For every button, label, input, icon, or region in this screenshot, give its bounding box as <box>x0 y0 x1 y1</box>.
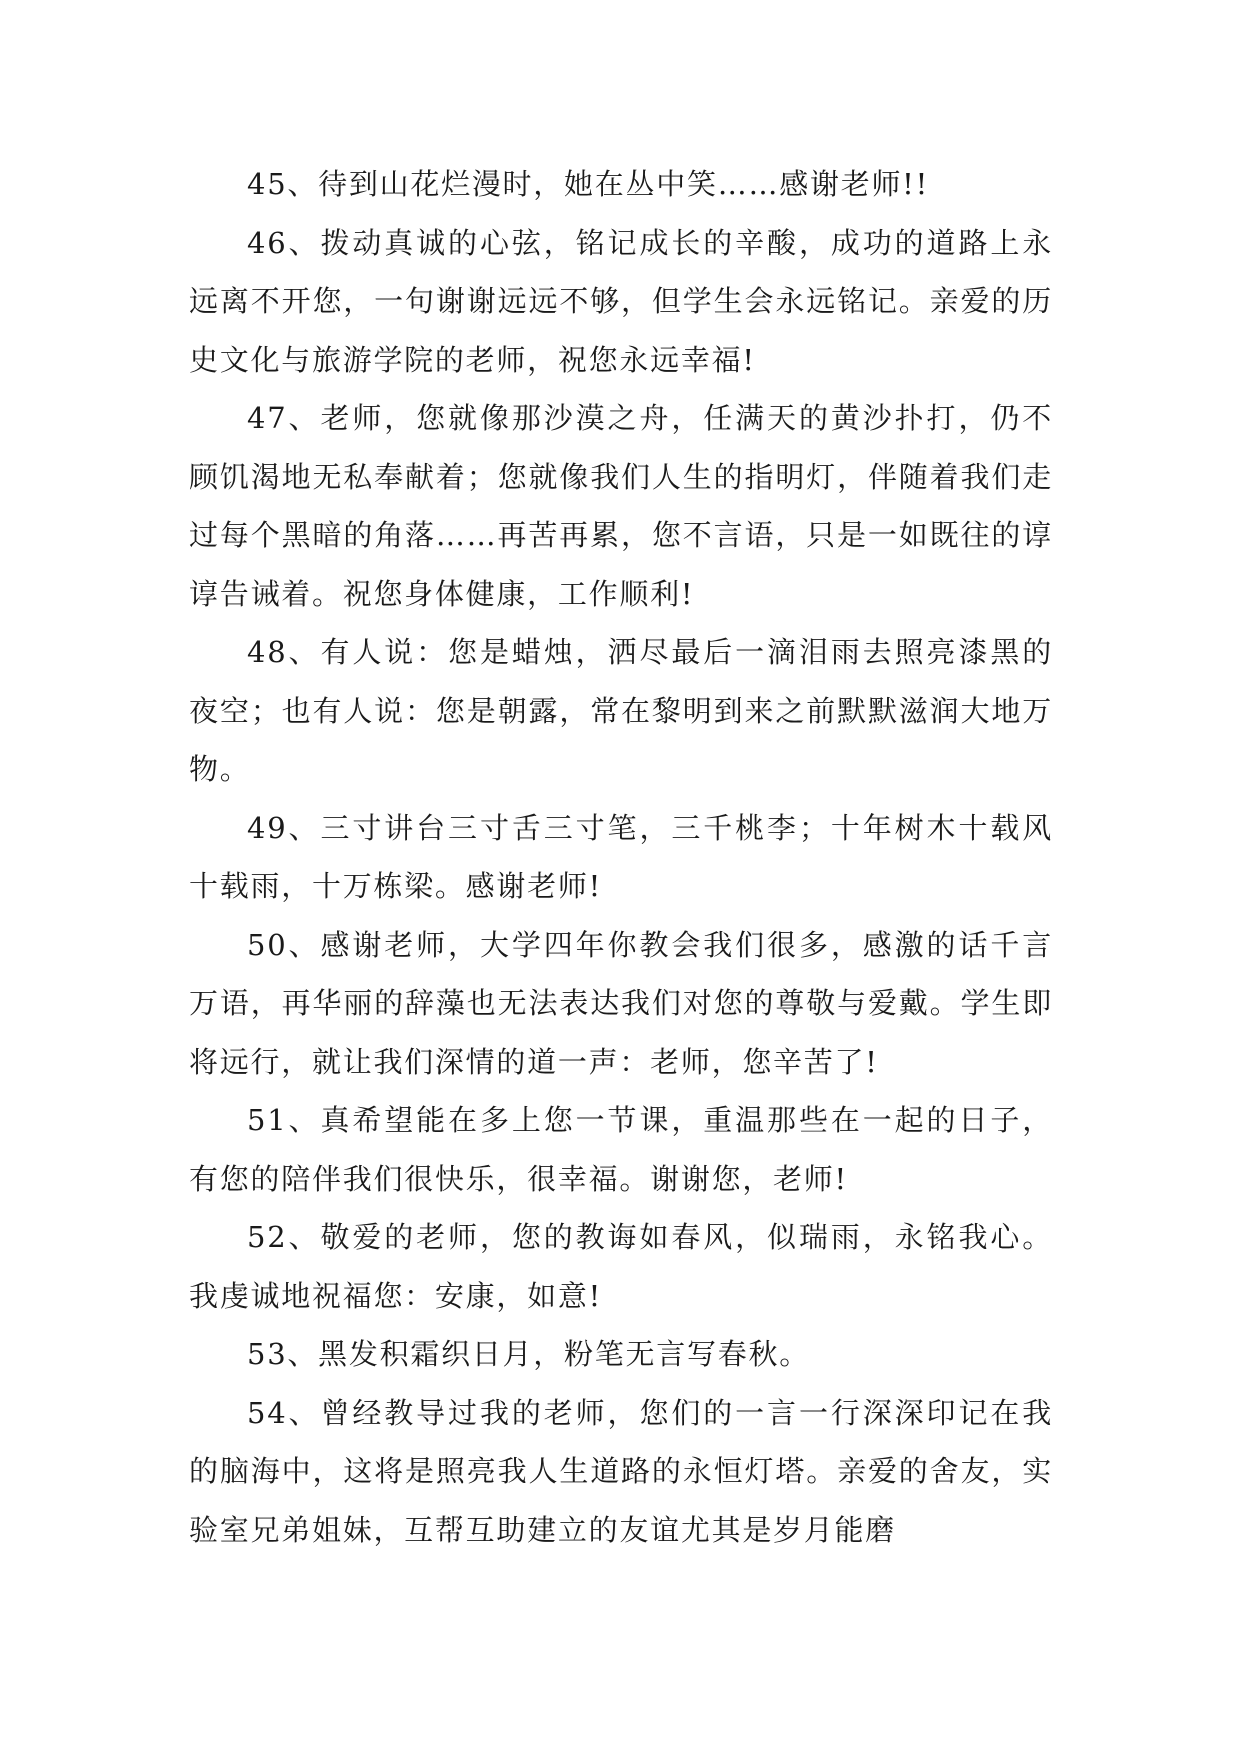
paragraph-45: 45、待到山花烂漫时，她在丛中笑……感谢老师!! <box>247 167 929 201</box>
paragraph-52: 52、敬爱的老师，您的教诲如春风，似瑞雨，永铭我心。我虔诚地祝福您：安康，如意! <box>189 1220 1053 1313</box>
paragraph-51: 51、真希望能在多上您一节课，重温那些在一起的日子，有您的陪伴我们很快乐，很幸福。谢谢您，老师! <box>189 1103 1053 1196</box>
paragraph-50: 50、感谢老师，大学四年你教会我们很多，感激的话千言万语，再华丽的辞藻也无法表达我们对您的尊敬与爱戴。学生即将远行，就让我们深情的道一声：老师，您辛苦了! <box>189 927 1053 1079</box>
paragraph-49: 49、三寸讲台三寸舌三寸笔，三千桃李；十年树木十载风十载雨，十万栋梁。感谢老师! <box>189 810 1053 903</box>
paragraph-54: 54、曾经教导过我的老师，您们的一言一行深深印记在我的脑海中，这将是照亮我人生道路的永恒灯塔。亲爱的舍友，实验室兄弟姐妹，互帮互助建立的友谊尤其是岁月能磨 <box>189 1395 1053 1547</box>
paragraph-47: 47、老师，您就像那沙漠之舟，任满天的黄沙扑打，仍不顾饥渴地无私奉献着；您就像我们人生的指明灯，伴随着我们走过每个黑暗的角落……再苦再累，您不言语，只是一如既往的谆谆告诫着。祝您身体健康，工作顺利! <box>189 401 1053 611</box>
paragraph-53: 53、黑发积霜织日月，粉笔无言写春秋。 <box>247 1337 810 1371</box>
paragraph-46: 46、拨动真诚的心弦，铭记成长的辛酸，成功的道路上永远离不开您，一句谢谢远远不够，但学生会永远铭记。亲爱的历史文化与旅游学院的老师，祝您永远幸福! <box>189 225 1053 377</box>
document-body <box>189 155 1053 1559</box>
paragraph-48: 48、有人说：您是蜡烛，洒尽最后一滴泪雨去照亮漆黑的夜空；也有人说：您是朝露，常在黎明到来之前默默滋润大地万物。 <box>189 635 1053 786</box>
